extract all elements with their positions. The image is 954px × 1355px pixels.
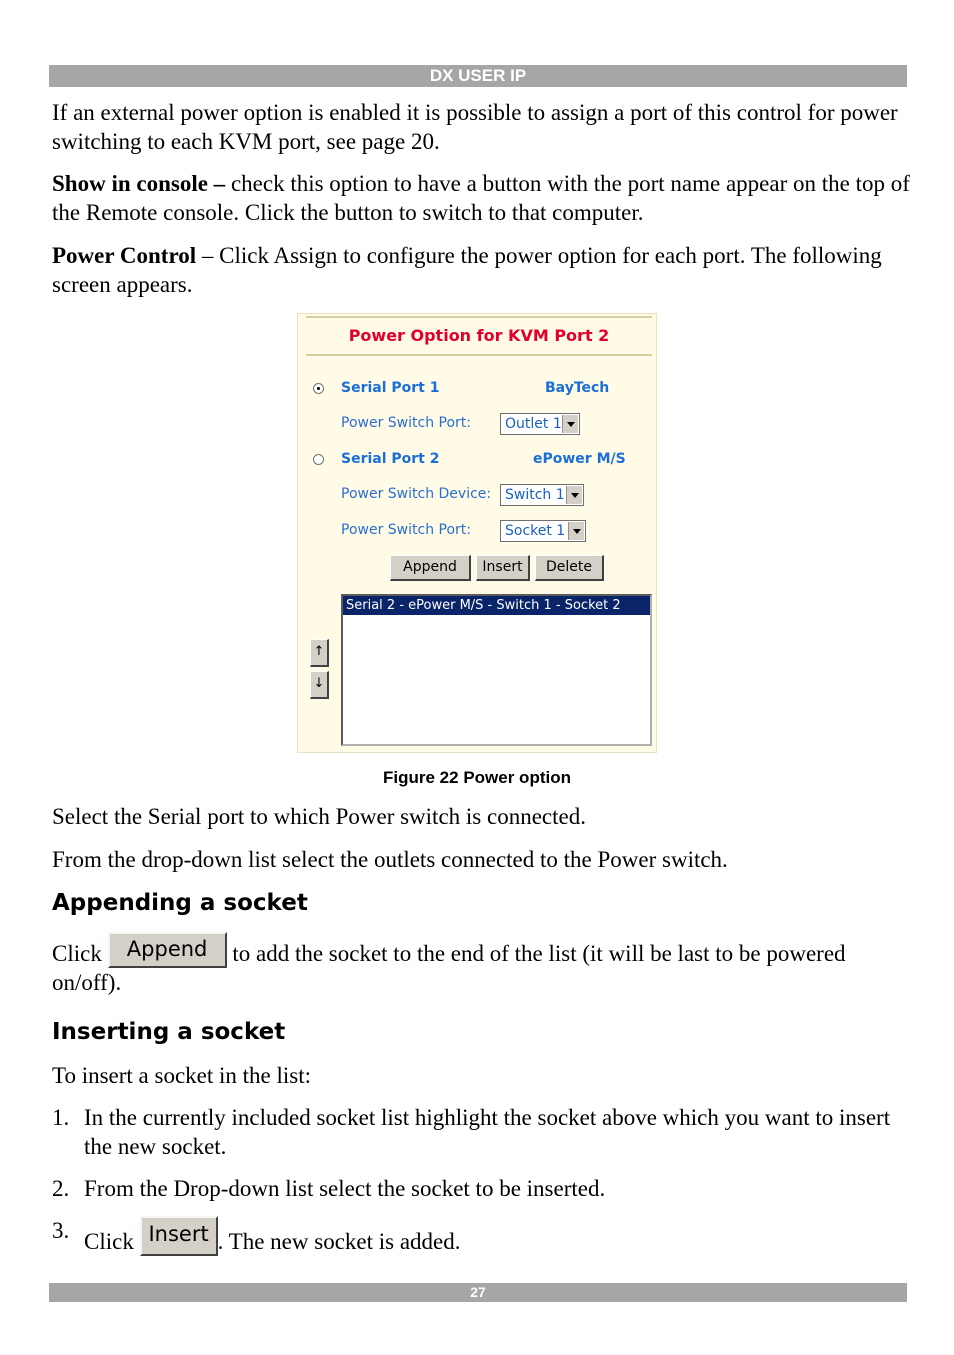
power-control-text: – Click Assign to configure the power option for each port. The following screen appears. <box>52 243 882 297</box>
insert-intro-paragraph: To insert a socket in the list: <box>52 1063 312 1088</box>
power-switch-device-label: Power Switch Device: <box>341 486 492 502</box>
move-up-button[interactable] <box>310 639 329 667</box>
serial-port-1-device: BayTech <box>545 380 610 396</box>
append-rest-text: to add the socket to the end of the list (it will be last to be powered on/off). <box>52 941 846 995</box>
footer-bar <box>49 1283 907 1302</box>
appending-heading: Appending a socket <box>52 890 308 916</box>
switch-select-value: Switch 1 <box>505 487 565 503</box>
arrow-down-icon: ↓ <box>313 676 325 691</box>
show-in-console-text: check this option to have a button with the port name appear on the top of the Remote console. Click the button to switch to that computer. <box>52 171 910 225</box>
append-button[interactable]: Append <box>390 555 471 581</box>
chevron-down-icon[interactable] <box>562 415 578 433</box>
serial-port-2-radio[interactable] <box>313 454 324 465</box>
outlet-select[interactable] <box>500 413 580 435</box>
delete-button[interactable]: Delete <box>535 555 604 581</box>
inserting-heading: Inserting a socket <box>52 1019 286 1045</box>
step-3-pre: Click <box>84 1229 140 1254</box>
serial-port-1-radio[interactable] <box>313 383 324 394</box>
append-click-text: Click <box>52 941 108 966</box>
outlet-select-value: Outlet 1 <box>505 416 562 432</box>
power-switch-port-label-2: Power Switch Port: <box>341 522 471 538</box>
dropdown-paragraph: From the drop-down list select the outlets connected to the Power switch. <box>52 847 728 872</box>
step-number: 3. <box>52 1218 70 1243</box>
power-option-panel <box>297 313 657 753</box>
step-number: 1. <box>52 1105 70 1130</box>
step-text: From the Drop-down list select the socket to be inserted. <box>84 1176 606 1201</box>
power-switch-port-label-1: Power Switch Port: <box>341 415 471 431</box>
insert-button[interactable]: Insert <box>476 555 530 581</box>
show-in-console-label: Show in console – <box>52 171 226 196</box>
arrow-up-icon: ↑ <box>313 644 325 659</box>
serial-port-2-device: ePower M/S <box>533 451 626 467</box>
socket-select[interactable] <box>500 520 586 542</box>
header-bar <box>49 65 907 87</box>
select-serial-paragraph: Select the Serial port to which Power switch is connected. <box>52 804 586 829</box>
socket-list[interactable] <box>341 594 652 746</box>
show-in-console-paragraph <box>52 169 912 227</box>
step-text: In the currently included socket list highlight the socket above which you want to insert the new socket. <box>84 1105 891 1159</box>
switch-select[interactable] <box>500 484 584 506</box>
power-control-paragraph <box>52 241 912 299</box>
serial-port-2-label: Serial Port 2 <box>341 451 440 467</box>
move-down-button[interactable] <box>310 671 329 699</box>
intro-paragraph: If an external power option is enabled it is possible to assign a port of this control for power switching to each KVM port, see page 20. <box>52 100 898 154</box>
figure-caption: Figure 22 Power option <box>383 768 571 787</box>
append-paragraph <box>52 932 912 997</box>
chevron-down-icon[interactable] <box>568 522 584 540</box>
list-item[interactable]: Serial 2 - ePower M/S - Switch 1 - Socket 2 <box>343 596 650 615</box>
page-number: 27 <box>470 1284 486 1300</box>
append-button-inline[interactable]: Append <box>108 932 227 968</box>
step-text <box>84 1216 912 1256</box>
step-number: 2. <box>52 1176 70 1201</box>
step-3-post: . The new socket is added. <box>217 1229 461 1254</box>
document-title: DX USER IP <box>429 66 527 85</box>
insert-button-inline[interactable]: Insert <box>140 1216 218 1256</box>
socket-select-value: Socket 1 <box>505 523 566 539</box>
serial-port-1-label: Serial Port 1 <box>341 380 440 396</box>
panel-title: Power Option for KVM Port 2 <box>306 316 652 356</box>
chevron-down-icon[interactable] <box>566 486 582 504</box>
power-control-label: Power Control <box>52 243 197 268</box>
